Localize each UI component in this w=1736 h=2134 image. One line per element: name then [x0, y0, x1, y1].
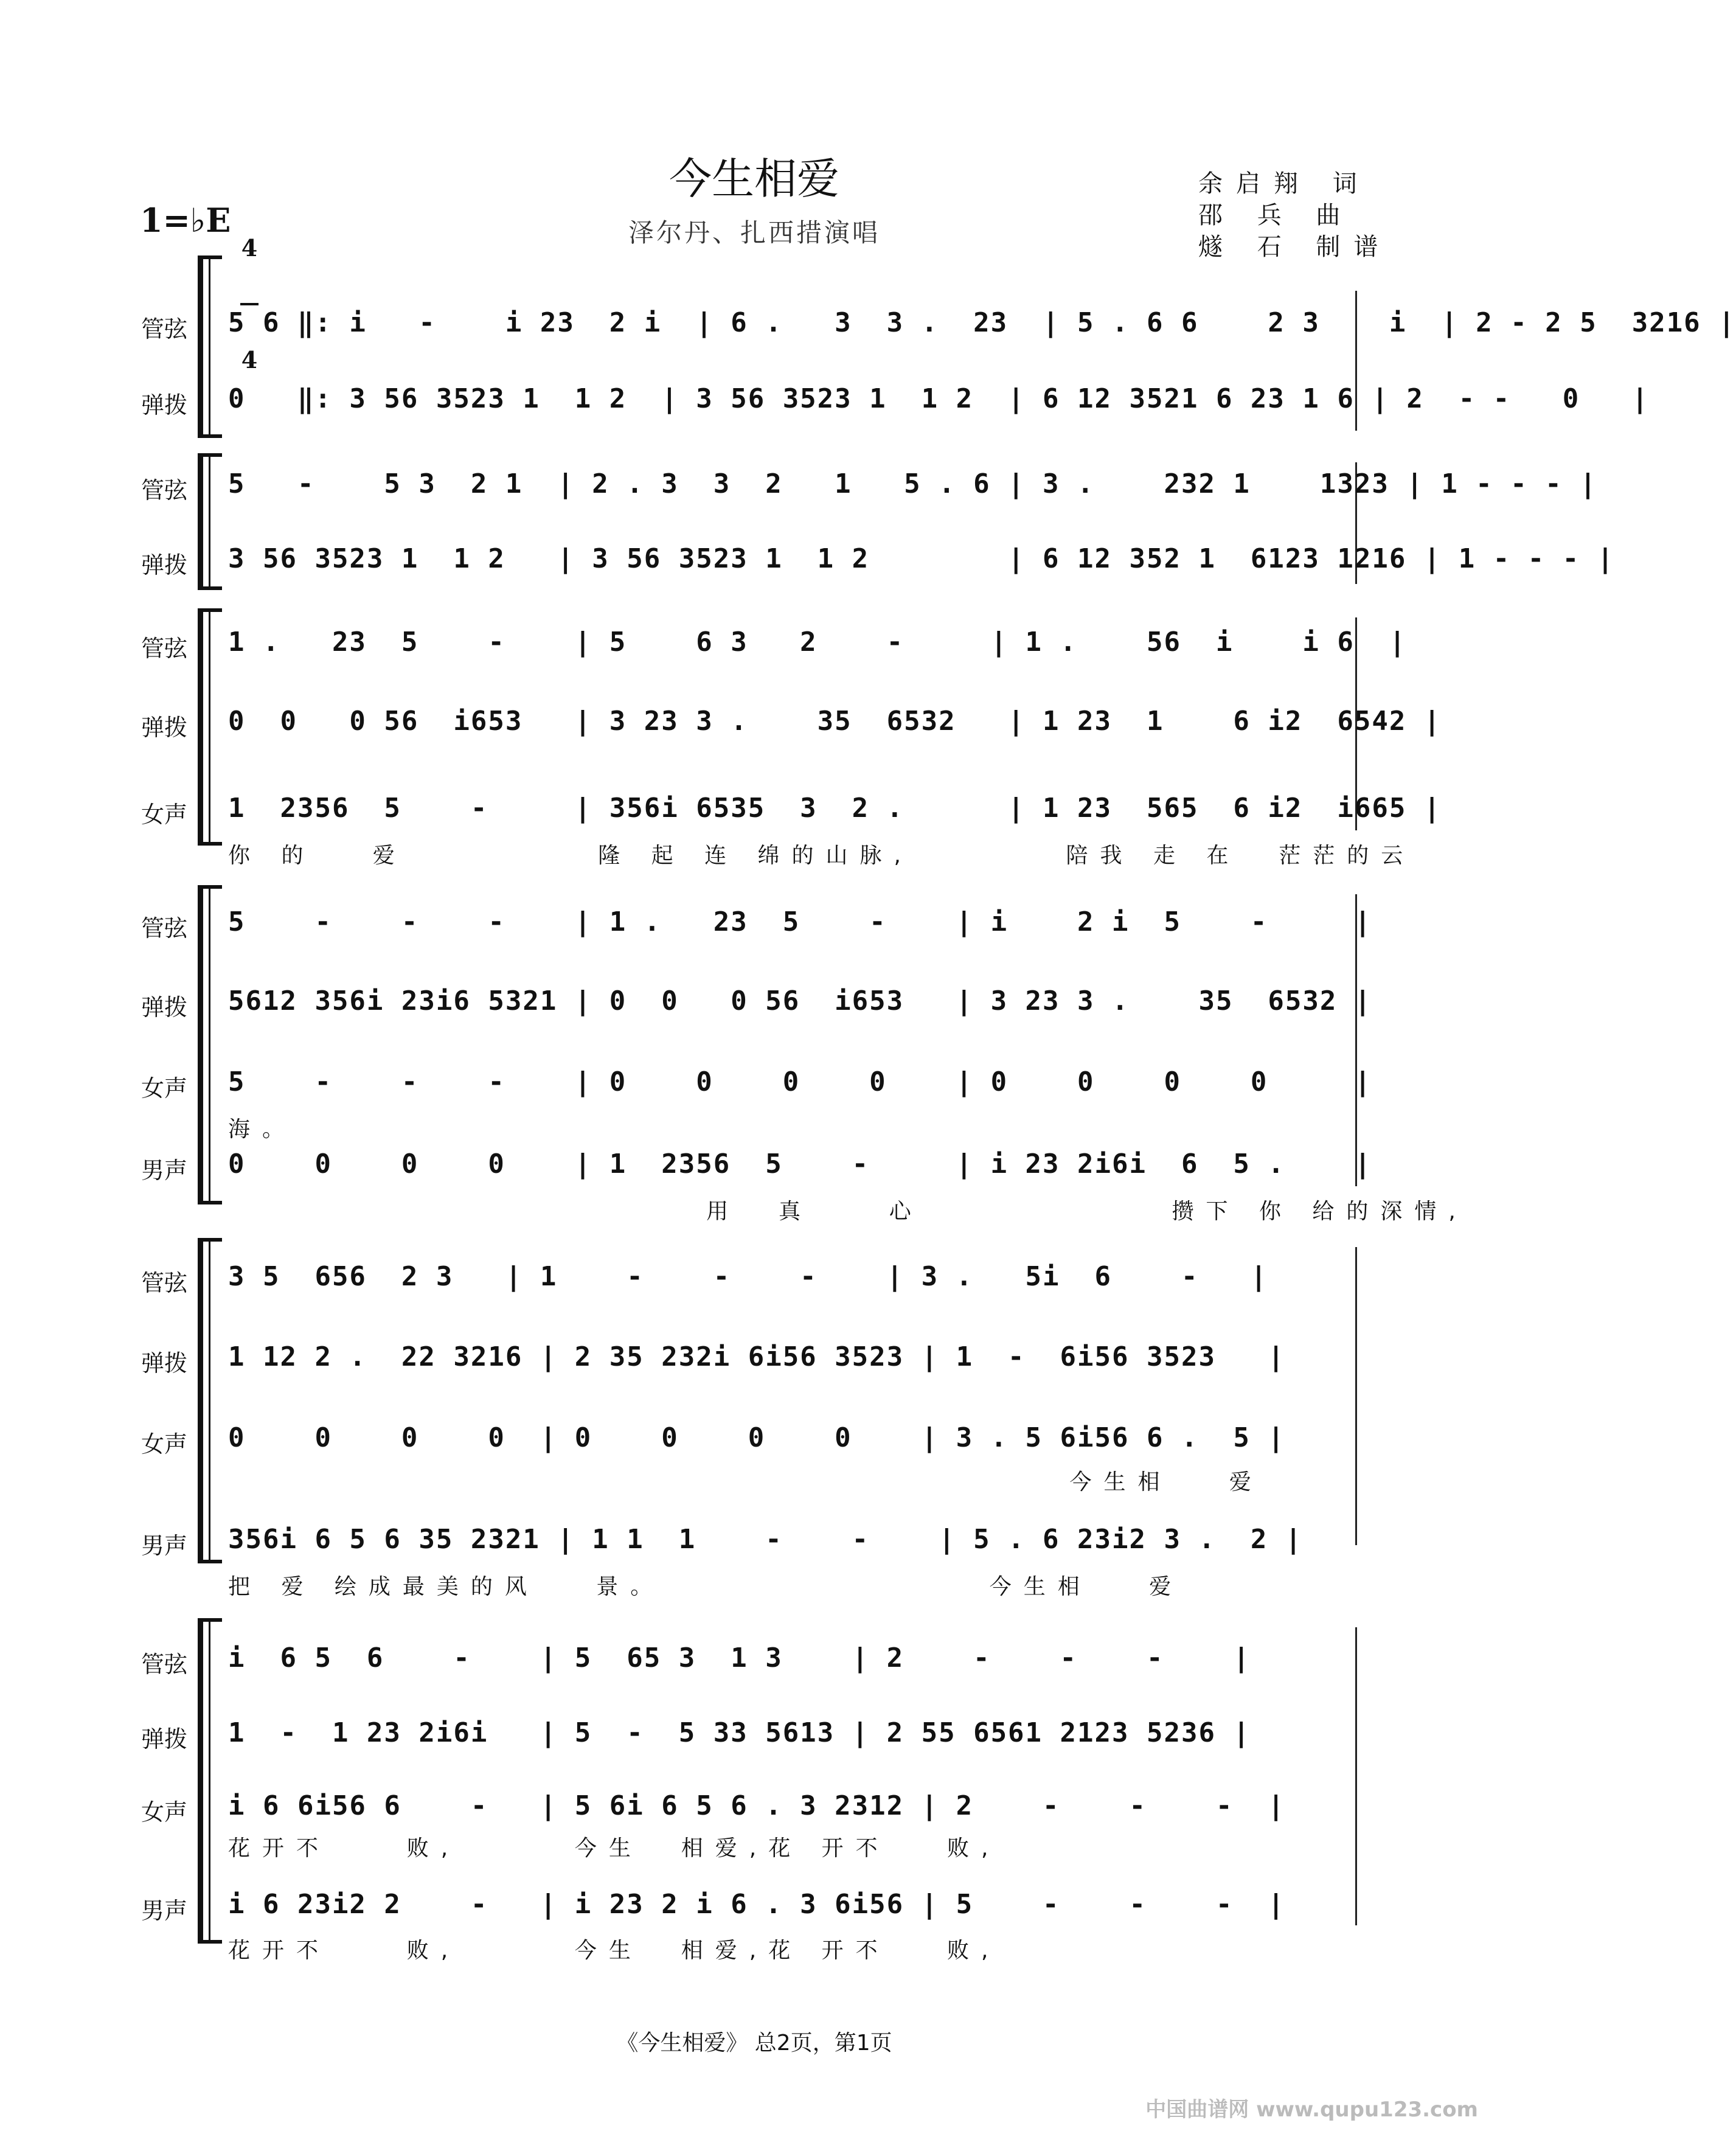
- instrument-label: 弹拨: [141, 994, 188, 1021]
- system-brace: [198, 255, 203, 438]
- brace-top: [198, 1618, 222, 1622]
- brace-top: [198, 608, 222, 612]
- page-footer: 《今生相爱》 总2页，第1页: [616, 2031, 892, 2056]
- notation-row: 5 6 ‖: i - i 23 2 i | 6 . 3 3 . 23 | 5 . 6 6 2 3 i | 2 - 2 5 3216 |: [228, 307, 1736, 338]
- time-signature-bottom: 4: [241, 346, 258, 374]
- system-brace: [198, 608, 203, 846]
- notation-row: i 6 6i56 6 - | 5 6i 6 5 6 . 3 2312 | 2 - - - |: [228, 1790, 1285, 1821]
- composer-credit: 邵 兵 曲: [1198, 201, 1354, 229]
- lyrics-line: 你 的 爱 隆 起 连 绵的山脉, 陪我 走 在 茫茫的云: [228, 843, 1415, 868]
- time-signature-top: 4: [241, 234, 258, 262]
- time-signature-line: [240, 303, 259, 305]
- lyrics-line: 今生相 爱: [228, 1470, 1263, 1495]
- system-brace: [198, 1618, 203, 1944]
- notation-row: 3 5 656 2 3 | 1 - - - | 3 . 5i 6 - |: [228, 1261, 1268, 1292]
- end-barline: [1355, 894, 1357, 1186]
- lyricist-credit: 余启翔 词: [1198, 170, 1370, 198]
- notation-row: i 6 5 6 - | 5 65 3 1 3 | 2 - - - |: [228, 1642, 1251, 1673]
- instrument-label: 管弦: [141, 915, 188, 942]
- notation-row: 3 56 3523 1 1 2 | 3 56 3523 1 1 2 | 6 12 352 1 6123 1216 | 1 - - - |: [228, 543, 1615, 574]
- instrument-label: 男声: [141, 1157, 188, 1184]
- instrument-label: 弹拨: [141, 392, 188, 419]
- key-signature: 1=♭E: [140, 201, 231, 240]
- instrument-label: 管弦: [141, 316, 188, 342]
- lyrics-line: 把 爱 绘成最美的风 景。 今生相 爱: [228, 1574, 1184, 1599]
- lyrics-line: 花开不 败, 今生 相爱,花 开不 败,: [228, 1836, 1001, 1861]
- instrument-label: 管弦: [141, 635, 188, 662]
- system-line: [209, 453, 210, 590]
- brace-top: [198, 1238, 222, 1242]
- notation-row: 0 0 0 0 | 0 0 0 0 | 3 . 5 6i56 6 . 5 |: [228, 1422, 1285, 1453]
- brace-bottom: [198, 842, 222, 846]
- system-line: [209, 885, 210, 1204]
- time-signature: [240, 193, 259, 393]
- instrument-label: 弹拨: [141, 552, 188, 579]
- instrument-label: 女声: [141, 1075, 188, 1102]
- lyrics-line: 花开不 败, 今生 相爱,花 开不 败,: [228, 1938, 1001, 1963]
- notation-row: 1 12 2 . 22 3216 | 2 35 232i 6i56 3523 | 1 - 6i56 3523 |: [228, 1341, 1285, 1372]
- lyrics-line: 用 真 心 攒下 你 给的深情,: [228, 1199, 1468, 1224]
- brace-bottom: [198, 586, 222, 590]
- notation-row: i 6 23i2 2 - | i 23 2 i 6 . 3 6i56 | 5 - - - |: [228, 1889, 1285, 1920]
- notation-row: 5 - - - | 1 . 23 5 - | i 2 i 5 - |: [228, 906, 1372, 937]
- end-barline: [1355, 1247, 1357, 1545]
- notation-row: 0 0 0 56 i653 | 3 23 3 . 35 6532 | 1 23 1 6 i2 6542 |: [228, 706, 1442, 737]
- performers-subtitle: 泽尔丹、扎西措演唱: [628, 218, 880, 248]
- notation-row: 356i 6 5 6 35 2321 | 1 1 1 - - | 5 . 6 23i2 3 . 2 |: [228, 1524, 1303, 1555]
- notation-row: 1 . 23 5 - | 5 6 3 2 - | 1 . 56 i i 6 |: [228, 627, 1407, 658]
- notation-row: 5612 356i 23i6 5321 | 0 0 0 56 i653 | 3 23 3 . 35 6532 |: [228, 985, 1372, 1017]
- instrument-label: 男声: [141, 1532, 188, 1559]
- notation-row: 5 - 5 3 2 1 | 2 . 3 3 2 1 5 . 6 | 3 . 232 1 1323 | 1 - - - |: [228, 468, 1597, 499]
- notation-row: 0 ‖: 3 56 3523 1 1 2 | 3 56 3523 1 1 2 | 6 12 3521 6 23 1 6 | 2 - - 0 |: [228, 383, 1650, 414]
- arranger-credit: 燧 石 制谱: [1198, 233, 1392, 261]
- page-title: 今生相爱: [669, 154, 839, 204]
- brace-top: [198, 255, 222, 259]
- instrument-label: 弹拨: [141, 1726, 188, 1753]
- notation-row: 5 - - - | 0 0 0 0 | 0 0 0 0 |: [228, 1066, 1372, 1097]
- brace-bottom: [198, 1560, 222, 1563]
- notation-row: 1 - 1 23 2i6i | 5 - 5 33 5613 | 2 55 6561 2123 5236 |: [228, 1717, 1251, 1748]
- instrument-label: 管弦: [141, 1270, 188, 1296]
- lyrics-line: 海。: [228, 1117, 297, 1142]
- system-line: [209, 1618, 210, 1944]
- brace-bottom: [198, 1201, 222, 1204]
- instrument-label: 女声: [141, 1799, 188, 1826]
- system-brace: [198, 453, 203, 590]
- instrument-label: 男声: [141, 1897, 188, 1924]
- instrument-label: 弹拨: [141, 1350, 188, 1377]
- notation-row: 1 2356 5 - | 356i 6535 3 2 . | 1 23 565 6 i2 i665 |: [228, 793, 1442, 824]
- instrument-label: 管弦: [141, 1651, 188, 1678]
- end-barline: [1355, 1627, 1357, 1925]
- site-watermark: 中国曲谱网 www.qupu123.com: [1145, 2098, 1478, 2122]
- brace-top: [198, 453, 222, 457]
- system-brace: [198, 1238, 203, 1563]
- instrument-label: 弹拨: [141, 714, 188, 741]
- system-brace: [198, 885, 203, 1204]
- brace-bottom: [198, 1940, 222, 1944]
- instrument-label: 女声: [141, 801, 188, 828]
- brace-bottom: [198, 434, 222, 438]
- system-line: [209, 608, 210, 846]
- brace-top: [198, 885, 222, 889]
- instrument-label: 管弦: [141, 477, 188, 504]
- instrument-label: 女声: [141, 1431, 188, 1458]
- system-line: [209, 255, 210, 438]
- system-line: [209, 1238, 210, 1563]
- notation-row: 0 0 0 0 | 1 2356 5 - | i 23 2i6i 6 5 . |: [228, 1149, 1372, 1180]
